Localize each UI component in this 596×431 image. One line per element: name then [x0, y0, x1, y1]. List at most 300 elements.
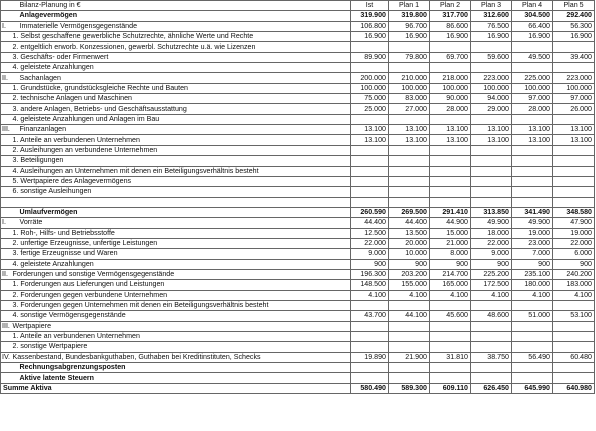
row-label: 4. geleistete Anzahlungen	[11, 63, 351, 73]
col-header: Plan 4	[512, 1, 553, 11]
row-value: 4.100	[389, 290, 430, 300]
table-row	[1, 321, 595, 331]
row-value: 19.000	[553, 228, 595, 238]
row-section-number	[1, 197, 11, 207]
row-label: Rechnungsabgrenzungsposten	[11, 363, 351, 373]
table-row	[1, 114, 595, 124]
row-value	[512, 187, 553, 197]
table-row	[1, 83, 595, 93]
row-value: 196.300	[351, 269, 389, 279]
row-value: 38.750	[471, 352, 512, 362]
row-value: 56.300	[553, 21, 595, 31]
row-value: 47.900	[553, 218, 595, 228]
row-label: Anlagevermögen	[11, 11, 351, 21]
row-value: 292.400	[553, 11, 595, 21]
row-value	[389, 114, 430, 124]
row-value: 16.900	[553, 32, 595, 42]
table-row	[1, 176, 595, 186]
row-value	[430, 114, 471, 124]
table-row	[1, 73, 595, 83]
table-row	[1, 156, 595, 166]
row-value	[553, 187, 595, 197]
row-value: 214.700	[430, 269, 471, 279]
table-row	[1, 218, 595, 228]
row-value	[389, 363, 430, 373]
row-value: 15.000	[430, 228, 471, 238]
row-value: 18.000	[471, 228, 512, 238]
row-value	[471, 145, 512, 155]
row-value: 13.100	[553, 135, 595, 145]
row-value	[512, 63, 553, 73]
row-value: 13.100	[389, 135, 430, 145]
row-value	[351, 300, 389, 310]
row-label: Sachanlagen	[11, 73, 351, 83]
row-label: Wertpapiere	[11, 321, 351, 331]
row-value	[512, 42, 553, 52]
row-value	[553, 156, 595, 166]
row-value	[430, 373, 471, 383]
row-value: 83.000	[389, 94, 430, 104]
row-section-number: III.	[2, 125, 10, 134]
row-value: 900	[553, 259, 595, 269]
table-row	[1, 197, 595, 207]
row-value: 28.000	[512, 104, 553, 114]
table-row	[1, 311, 595, 321]
row-value	[389, 300, 430, 310]
table-body	[1, 11, 595, 383]
row-label: 2. entgeltlich erworb. Konzessionen, gewerbl. Schutzrechte u.ä. wie Lizenzen	[11, 42, 351, 52]
row-value: 10.000	[389, 249, 430, 259]
row-value	[389, 342, 430, 352]
row-value: 13.100	[430, 135, 471, 145]
row-label: 1. Roh-, Hilfs- und Betriebsstoffe	[11, 228, 351, 238]
row-value	[389, 156, 430, 166]
row-value: 20.000	[389, 238, 430, 248]
row-value	[471, 187, 512, 197]
row-value: 25.000	[351, 104, 389, 114]
row-value: 31.810	[430, 352, 471, 362]
row-value: 19.890	[351, 352, 389, 362]
row-section-number	[1, 373, 11, 383]
row-value: 7.000	[512, 249, 553, 259]
total-label: Summe Aktiva	[1, 383, 351, 393]
row-label: 3. Beteiligungen	[11, 156, 351, 166]
row-value	[351, 342, 389, 352]
row-value	[351, 42, 389, 52]
row-value: 900	[512, 259, 553, 269]
table-row	[1, 259, 595, 269]
row-label: 2. sonstige Wertpapiere	[11, 342, 351, 352]
row-label: 4. geleistete Anzahlungen und Anlagen im Bau	[11, 114, 351, 124]
row-value: 21.000	[430, 238, 471, 248]
row-value	[553, 114, 595, 124]
row-label: 4. Ausleihungen an Unternehmen mit denen ein Beteiligungsverhältnis besteht	[11, 166, 351, 176]
row-value	[553, 145, 595, 155]
row-section-number	[1, 135, 11, 145]
row-value: 341.490	[512, 207, 553, 217]
row-section-number	[1, 114, 11, 124]
row-value: 291.410	[430, 207, 471, 217]
row-value	[553, 63, 595, 73]
row-value: 200.000	[351, 73, 389, 83]
row-value: 49.900	[471, 218, 512, 228]
row-value: 183.000	[553, 280, 595, 290]
row-label: 2. Ausleihungen an verbundene Unternehmen	[11, 145, 351, 155]
row-value: 53.100	[553, 311, 595, 321]
row-section-number: IV.	[2, 352, 11, 361]
row-value	[512, 342, 553, 352]
row-value: 165.000	[430, 280, 471, 290]
table-row	[1, 135, 595, 145]
row-value: 218.000	[430, 73, 471, 83]
total-value: 580.490	[351, 383, 389, 393]
row-value	[471, 373, 512, 383]
row-label: 6. sonstige Ausleihungen	[11, 187, 351, 197]
row-value	[351, 156, 389, 166]
row-value	[553, 342, 595, 352]
row-label: 2. Forderungen gegen verbundene Unternehmen	[11, 290, 351, 300]
row-value	[471, 156, 512, 166]
row-value: 28.000	[430, 104, 471, 114]
row-value: 16.900	[389, 32, 430, 42]
row-value: 16.900	[430, 32, 471, 42]
table-row	[1, 228, 595, 238]
row-value: 48.600	[471, 311, 512, 321]
table-row	[1, 94, 595, 104]
row-value	[430, 176, 471, 186]
row-label: 1. Grundstücke, grundstücksgleiche Rechte und Bauten	[11, 83, 351, 93]
total-value: 626.450	[471, 383, 512, 393]
row-value	[430, 187, 471, 197]
row-value: 16.900	[512, 32, 553, 42]
row-value: 4.100	[471, 290, 512, 300]
row-value	[553, 197, 595, 207]
row-value: 4.100	[351, 290, 389, 300]
col-header: Plan 5	[553, 1, 595, 11]
col-header: Plan 1	[389, 1, 430, 11]
row-value: 29.000	[471, 104, 512, 114]
total-value: 589.300	[389, 383, 430, 393]
row-value: 79.800	[389, 52, 430, 62]
row-value: 90.000	[430, 94, 471, 104]
row-value: 317.700	[430, 11, 471, 21]
row-value: 96.700	[389, 21, 430, 31]
row-value: 13.100	[512, 135, 553, 145]
row-value: 100.000	[471, 83, 512, 93]
row-label: Immaterielle Vermögensgegenstände	[11, 21, 351, 31]
row-value: 304.500	[512, 11, 553, 21]
row-value: 94.000	[471, 94, 512, 104]
row-value	[512, 176, 553, 186]
row-value	[351, 187, 389, 197]
row-value: 89.900	[351, 52, 389, 62]
row-label: 3. Forderungen gegen Unternehmen mit denen ein Beteiligungsverhältnis besteht	[11, 300, 351, 310]
row-value	[553, 176, 595, 186]
row-value: 900	[389, 259, 430, 269]
row-value: 44.400	[389, 218, 430, 228]
row-value	[553, 373, 595, 383]
row-value: 8.000	[430, 249, 471, 259]
row-label: 3. fertige Erzeugnisse und Waren	[11, 249, 351, 259]
row-value: 155.000	[389, 280, 430, 290]
table-row	[1, 21, 595, 31]
row-value: 240.200	[553, 269, 595, 279]
row-label: 1. Anteile an verbundenen Unternehmen	[11, 135, 351, 145]
row-section-number	[1, 145, 11, 155]
row-value: 225.200	[471, 269, 512, 279]
row-value: 13.100	[512, 125, 553, 135]
row-value	[430, 332, 471, 342]
row-value: 203.200	[389, 269, 430, 279]
row-value	[430, 145, 471, 155]
row-value: 97.000	[553, 94, 595, 104]
row-value	[351, 197, 389, 207]
row-value	[471, 197, 512, 207]
row-value: 16.900	[351, 32, 389, 42]
row-value: 223.000	[471, 73, 512, 83]
row-value	[430, 300, 471, 310]
row-value	[512, 156, 553, 166]
row-label	[11, 197, 351, 207]
row-value: 23.000	[512, 238, 553, 248]
row-value	[553, 332, 595, 342]
row-label: Vorräte	[11, 218, 351, 228]
row-section-number	[1, 104, 11, 114]
row-value: 22.000	[553, 238, 595, 248]
row-value: 13.100	[430, 125, 471, 135]
row-value	[471, 63, 512, 73]
row-value: 348.580	[553, 207, 595, 217]
row-section-number	[1, 342, 11, 352]
row-value: 21.900	[389, 352, 430, 362]
row-label: Forderungen und sonstige Vermögensgegenstände	[11, 269, 351, 279]
row-value	[553, 363, 595, 373]
row-value	[351, 321, 389, 331]
row-section-number	[1, 363, 11, 373]
row-value: 75.000	[351, 94, 389, 104]
row-section-number	[1, 176, 11, 186]
row-value	[430, 363, 471, 373]
row-value: 148.500	[351, 280, 389, 290]
row-section-number	[1, 52, 11, 62]
row-section-number	[1, 156, 11, 166]
row-label: Aktive latente Steuern	[11, 373, 351, 383]
row-value: 13.100	[389, 125, 430, 135]
col-header: Ist	[351, 1, 389, 11]
row-value: 13.100	[553, 125, 595, 135]
table-row	[1, 269, 595, 279]
row-value: 313.850	[471, 207, 512, 217]
table-row	[1, 104, 595, 114]
total-value: 640.980	[553, 383, 595, 393]
row-value: 59.600	[471, 52, 512, 62]
row-value	[471, 176, 512, 186]
table-row	[1, 207, 595, 217]
row-value: 210.000	[389, 73, 430, 83]
row-value: 6.000	[553, 249, 595, 259]
row-section-number: I.	[1, 218, 11, 228]
row-value	[389, 42, 430, 52]
row-value: 69.700	[430, 52, 471, 62]
row-section-number	[1, 32, 11, 42]
row-section-number: II.	[1, 73, 11, 83]
row-value: 22.000	[351, 238, 389, 248]
row-value: 44.400	[351, 218, 389, 228]
table-row	[1, 280, 595, 290]
row-section-number	[1, 11, 11, 21]
row-section-number	[1, 42, 11, 52]
row-section-number	[1, 187, 11, 197]
row-label: 4. sonstige Vermögensgegenstände	[11, 311, 351, 321]
table-row	[1, 63, 595, 73]
row-section-number	[1, 290, 11, 300]
row-value	[389, 145, 430, 155]
row-value: 172.500	[471, 280, 512, 290]
row-section-number	[1, 207, 11, 217]
row-value	[471, 342, 512, 352]
row-section-number	[1, 259, 11, 269]
row-section-number: I.	[1, 21, 11, 31]
row-value: 13.100	[351, 135, 389, 145]
row-value: 100.000	[430, 83, 471, 93]
table-title: Bilanz-Planung in €	[11, 1, 351, 11]
row-value	[389, 187, 430, 197]
row-value	[389, 373, 430, 383]
row-label: Umlaufvermögen	[11, 207, 351, 217]
header-blank	[1, 1, 11, 11]
table-row	[1, 290, 595, 300]
table-row	[1, 300, 595, 310]
row-value: 13.100	[471, 135, 512, 145]
row-section-number	[1, 238, 11, 248]
row-value: 43.700	[351, 311, 389, 321]
row-section-number	[1, 300, 11, 310]
row-section-number	[1, 228, 11, 238]
row-value	[389, 197, 430, 207]
row-section-number: III.	[2, 321, 10, 330]
row-value: 44.100	[389, 311, 430, 321]
row-value: 39.400	[553, 52, 595, 62]
row-section-number	[1, 249, 11, 259]
row-value: 66.400	[512, 21, 553, 31]
row-value	[389, 166, 430, 176]
row-value	[512, 373, 553, 383]
row-value	[430, 42, 471, 52]
row-value: 56.490	[512, 352, 553, 362]
row-value: 12.500	[351, 228, 389, 238]
row-value: 4.100	[553, 290, 595, 300]
table-row	[1, 363, 595, 373]
table-row	[1, 249, 595, 259]
col-header: Plan 2	[430, 1, 471, 11]
table-row	[1, 42, 595, 52]
row-value: 225.000	[512, 73, 553, 83]
row-value: 45.600	[430, 311, 471, 321]
table-row	[1, 342, 595, 352]
row-value	[351, 145, 389, 155]
row-value: 319.900	[351, 11, 389, 21]
header-row	[1, 1, 595, 11]
row-value	[389, 321, 430, 331]
row-value	[430, 156, 471, 166]
row-value: 319.800	[389, 11, 430, 21]
row-value: 9.000	[471, 249, 512, 259]
row-value: 51.000	[512, 311, 553, 321]
row-value	[430, 321, 471, 331]
row-section-number: II.	[1, 269, 11, 279]
row-value	[351, 176, 389, 186]
row-section-number	[1, 83, 11, 93]
row-value	[389, 176, 430, 186]
row-section-number	[1, 94, 11, 104]
total-value: 645.990	[512, 383, 553, 393]
row-label: 1. Anteile an verbundenen Unternehmen	[11, 332, 351, 342]
row-label: 1. Forderungen aus Lieferungen und Leistungen	[11, 280, 351, 290]
table-row	[1, 32, 595, 42]
row-value: 13.100	[471, 125, 512, 135]
row-value	[389, 332, 430, 342]
row-value: 49.500	[512, 52, 553, 62]
row-value	[553, 300, 595, 310]
row-label: 1. Selbst geschaffene gewerbliche Schutzrechte, ähnliche Werte und Rechte	[11, 32, 351, 42]
row-label: 2. unfertige Erzeugnisse, unfertige Leistungen	[11, 238, 351, 248]
row-value	[471, 42, 512, 52]
table-row	[1, 352, 595, 362]
table-row	[1, 332, 595, 342]
table-row	[1, 373, 595, 383]
row-label: 3. andere Anlagen, Betriebs- und Geschäftsausstattung	[11, 104, 351, 114]
row-value: 60.480	[553, 352, 595, 362]
row-value: 49.900	[512, 218, 553, 228]
total-value: 609.110	[430, 383, 471, 393]
row-label: 5. Wertpapiere des Anlagevermögens	[11, 176, 351, 186]
row-section-number	[1, 332, 11, 342]
row-value: 44.900	[430, 218, 471, 228]
row-value	[471, 166, 512, 176]
row-value: 97.000	[512, 94, 553, 104]
row-value: 16.900	[471, 32, 512, 42]
row-value: 19.000	[512, 228, 553, 238]
row-value	[351, 332, 389, 342]
row-value	[471, 332, 512, 342]
row-value: 27.000	[389, 104, 430, 114]
row-value	[471, 300, 512, 310]
row-value	[512, 114, 553, 124]
row-label: Finanzanlagen	[11, 125, 351, 135]
row-value: 76.500	[471, 21, 512, 31]
table-row	[1, 52, 595, 62]
row-section-number	[1, 311, 11, 321]
row-value: 312.600	[471, 11, 512, 21]
row-value: 100.000	[512, 83, 553, 93]
row-section-number	[1, 280, 11, 290]
table-row	[1, 11, 595, 21]
row-value: 22.000	[471, 238, 512, 248]
row-value	[512, 166, 553, 176]
row-value	[351, 114, 389, 124]
row-value	[512, 321, 553, 331]
row-value	[512, 145, 553, 155]
row-value	[553, 321, 595, 331]
row-value: 223.000	[553, 73, 595, 83]
row-section-number	[1, 63, 11, 73]
table-row	[1, 166, 595, 176]
row-value: 86.600	[430, 21, 471, 31]
row-value: 100.000	[553, 83, 595, 93]
row-value: 900	[430, 259, 471, 269]
row-value: 269.500	[389, 207, 430, 217]
row-value: 13.500	[389, 228, 430, 238]
